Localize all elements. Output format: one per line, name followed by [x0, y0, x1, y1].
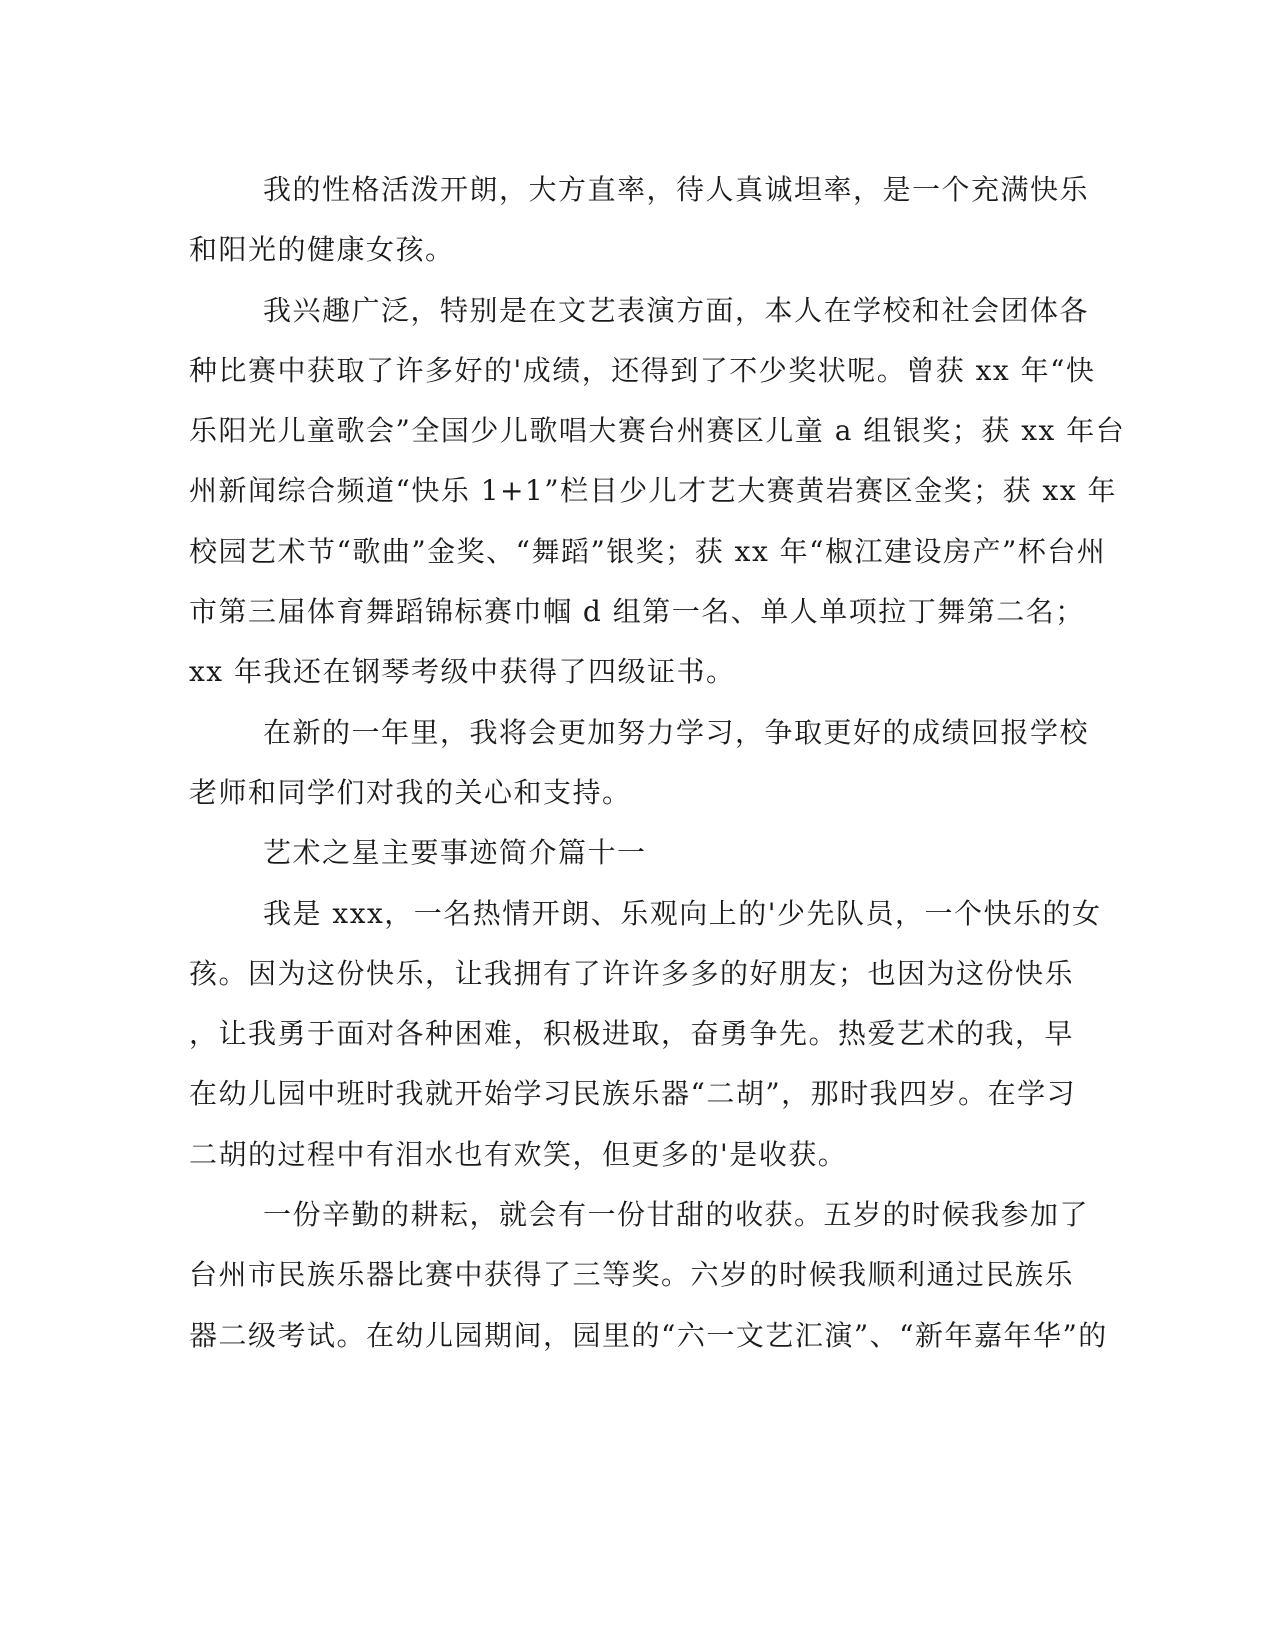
text-line: 种比赛中获取了许多好的'成绩，还得到了不少奖状呢。曾获 xx 年“快 [189, 353, 1096, 387]
text-line: 州新闻综合频道“快乐 1+1”栏目少儿才艺大赛黄岩赛区金奖；获 xx 年 [189, 474, 1118, 508]
text-line: 我兴趣广泛，特别是在文艺表演方面，本人在学校和社会团体各 [263, 293, 1090, 327]
text-line: 一份辛勤的耕耘，就会有一份甘甜的收获。五岁的时候我参加了 [263, 1198, 1090, 1232]
text-line: ，让我勇于面对各种困难，积极进取，奋勇争先。热爱艺术的我，早 [189, 1017, 1075, 1051]
text-line: 在幼儿园中班时我就开始学习民族乐器“二胡”，那时我四岁。在学习 [189, 1077, 1077, 1111]
text-line: 二胡的过程中有泪水也有欢笑，但更多的'是收获。 [189, 1137, 848, 1171]
text-line: 在新的一年里，我将会更加努力学习，争取更好的成绩回报学校 [263, 715, 1090, 749]
text-line: xx 年我还在钢琴考级中获得了四级证书。 [189, 655, 736, 689]
text-line: 和阳光的健康女孩。 [189, 233, 455, 267]
text-line: 台州市民族乐器比赛中获得了三等奖。六岁的时候我顺利通过民族乐 [189, 1258, 1075, 1292]
text-line: 我的性格活泼开朗，大方直率，待人真诚坦率，是一个充满快乐 [263, 173, 1090, 206]
text-line: 我是 xxx，一名热情开朗、乐观向上的'少先队员，一个快乐的女 [263, 896, 1102, 930]
text-line: 孩。因为这份快乐，让我拥有了许许多多的好朋友；也因为这份快乐 [189, 956, 1075, 990]
text-line: 校园艺术节“歌曲”金奖、“舞蹈”银奖；获 xx 年“椒江建设房产”杯台州 [189, 534, 1107, 568]
section-heading: 艺术之星主要事迹简介篇十一 [263, 836, 647, 870]
text-line: 乐阳光儿童歌会”全国少儿歌唱大赛台州赛区儿童 a 组银奖；获 xx 年台 [189, 414, 1126, 448]
text-line: 老师和同学们对我的关心和支持。 [189, 775, 632, 809]
document-body [189, 160, 1126, 1366]
text-line: 器二级考试。在幼儿园期间，园里的“六一文艺汇演”、“新年嘉年华”的 [189, 1318, 1108, 1352]
text-line: 市第三届体育舞蹈锦标赛巾帼 d 组第一名、单人单项拉丁舞第二名； [189, 595, 1085, 629]
